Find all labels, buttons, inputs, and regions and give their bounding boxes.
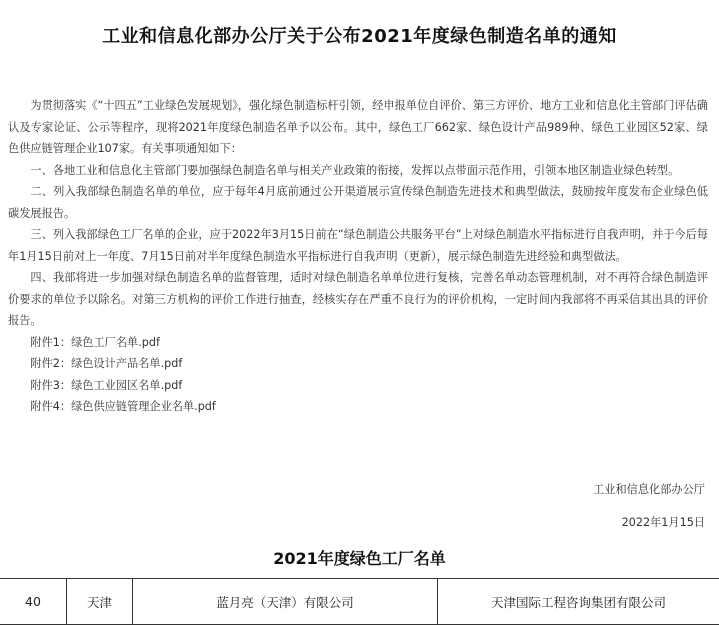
attachment-link-1[interactable]: 附件1：绿色工厂名单.pdf bbox=[30, 335, 160, 349]
table-row bbox=[0, 578, 719, 625]
paragraph-intro: 为贯彻落实《“十四五”工业绿色发展规划》，强化绿色制造标杆引领，经申报单位自评价、第三方评价、地方工业和信息化主管部门评估确认及专家论证、公示等程序，现将2021年度绿色制造名单予以公布。其中，绿色工厂662家、绿色设计产品989种、绿色工业园区52家、绿色供应链管理企业107家。有关事项通知如下： bbox=[8, 99, 708, 155]
attachment-link-2[interactable]: 附件2：绿色设计产品名单.pdf bbox=[30, 357, 183, 370]
paragraph-item-3: 三、列入我部绿色工厂名单的企业，应于2022年3月15日前在“绿色制造公共服务平台”上对绿色制造水平指标进行自我声明，并于今后每年1月15日前对上一年度、7月15日前对半年度绿色制造水平指标进行自我声明（更新），展示绿色制造先进经验和典型做法。 bbox=[8, 228, 708, 263]
company-cell: 蓝月亮（天津）有限公司 bbox=[133, 579, 438, 624]
list-title: 2021年度绿色工厂名单 bbox=[273, 549, 446, 568]
attachment-link-3[interactable]: 附件3：绿色工业园区名单.pdf bbox=[30, 378, 183, 392]
attachment-link-4[interactable]: 附件4：绿色供应链管理企业名单.pdf bbox=[30, 400, 216, 413]
paragraph-item-4: 四、我部将进一步加强对绿色制造名单的监督管理，适时对绿色制造名单单位进行复核，完善名单动态管理机制，对不再符合绿色制造评价要求的单位予以除名。对第三方机构的评价工作进行抽查，经核实存在严重不良行为的评价机构，一定时间内我部将不再采信其出具的评价报告。 bbox=[8, 271, 708, 327]
paragraph-item-1: 一、各地工业和信息化主管部门要加强绿色制造名单与相关产业政策的衔接，发挥以点带面示范作用，引领本地区制造业绿色转型。 bbox=[30, 163, 680, 177]
row-number-cell: 40 bbox=[0, 579, 67, 624]
notice-body bbox=[8, 95, 708, 418]
signer-name: 工业和信息化部办公厅 bbox=[593, 483, 705, 496]
notice-title: 工业和信息化部办公厅关于公布2021年度绿色制造名单的通知 bbox=[102, 26, 617, 47]
signed-date: 2022年1月15日 bbox=[621, 515, 705, 529]
region-cell: 天津 bbox=[67, 579, 133, 624]
paragraph-item-2: 二、列入我部绿色制造名单的单位，应于每年4月底前通过公开渠道展示宣传绿色制造先进技术和典型做法，鼓励按年度发布企业绿色低碳发展报告。 bbox=[8, 185, 708, 220]
signature-block bbox=[593, 479, 705, 544]
evaluator-cell: 天津国际工程咨询集团有限公司 bbox=[490, 594, 666, 610]
